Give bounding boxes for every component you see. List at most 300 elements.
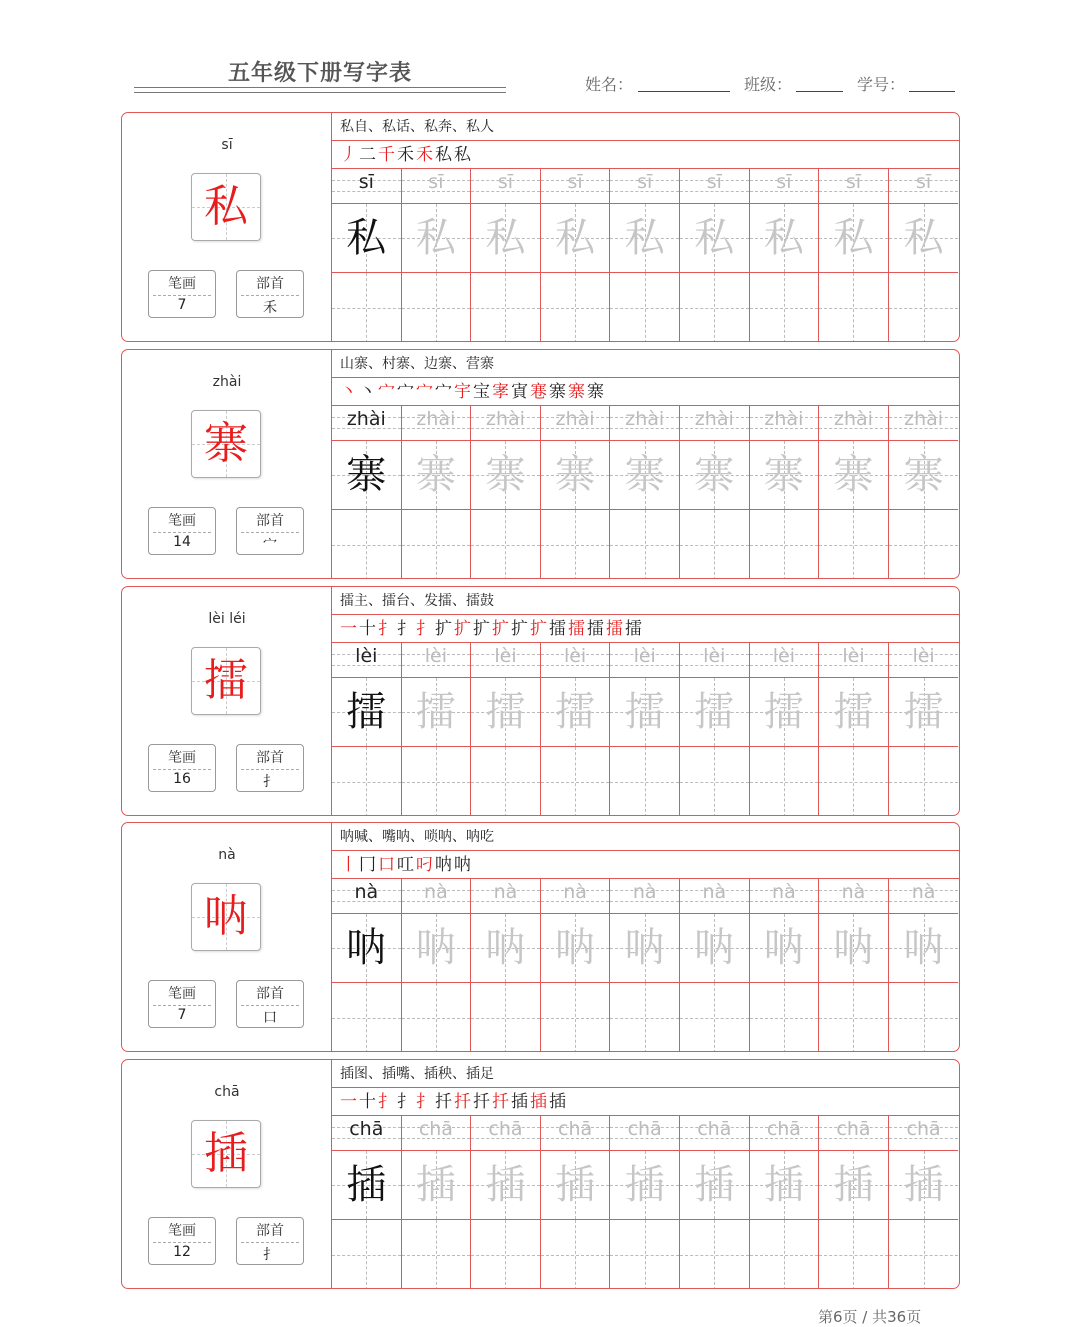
blank-practice-cell[interactable]: [402, 983, 472, 1052]
char-display-box: [191, 883, 261, 951]
pinyin-trace: lèi: [355, 645, 378, 667]
radical-value: 扌: [263, 1247, 277, 1263]
pinyin-trace: sī: [845, 171, 862, 193]
blank-practice-cell[interactable]: [332, 510, 402, 579]
char-trace: 插: [903, 1162, 944, 1208]
char-practice-cell[interactable]: [750, 914, 820, 983]
pinyin-trace: nà: [493, 881, 518, 903]
pinyin-trace: sī: [428, 171, 444, 193]
main-character: 寨: [204, 418, 248, 469]
blank-practice-cell[interactable]: [680, 983, 750, 1052]
stroke-step: 扌: [397, 619, 416, 639]
stroke-step: 扦: [435, 1092, 454, 1112]
blank-practice-cell[interactable]: [680, 747, 750, 816]
stroke-step: 扌: [378, 1092, 397, 1112]
char-practice-cell[interactable]: [889, 204, 959, 273]
stroke-step: 冂: [359, 855, 378, 875]
char-practice-cell[interactable]: [610, 441, 680, 510]
pinyin-trace: lèi: [494, 645, 517, 667]
char-practice-cell[interactable]: [750, 441, 820, 510]
pinyin-trace: sī: [637, 171, 653, 193]
char-practice-cell[interactable]: [471, 678, 541, 747]
blank-practice-cell[interactable]: [889, 747, 959, 816]
char-practice-cell[interactable]: [332, 1151, 402, 1220]
char-practice-cell[interactable]: [402, 204, 472, 273]
number-field[interactable]: [909, 91, 955, 92]
stroke-step: 扦: [492, 1092, 511, 1112]
page-number: 第6页 / 共36页: [818, 1308, 922, 1326]
pinyin-practice-cell[interactable]: [402, 406, 472, 441]
char-trace: 擂: [624, 689, 665, 735]
pinyin-trace: lèi: [912, 645, 935, 667]
blank-row: [332, 1220, 959, 1289]
char-trace: 呐: [485, 925, 526, 971]
char-practice-cell[interactable]: [471, 1151, 541, 1220]
char-trace: 插: [555, 1162, 596, 1208]
char-practice-cell[interactable]: [471, 441, 541, 510]
blank-practice-cell[interactable]: [819, 1220, 889, 1289]
stroke-step: 口: [378, 855, 397, 875]
stroke-step: 扩: [454, 619, 473, 639]
pinyin-practice-cell[interactable]: [819, 169, 889, 204]
stroke-step: 扩: [492, 619, 511, 639]
pinyin-trace: zhài: [625, 408, 665, 430]
pinyin-practice-cell[interactable]: [819, 879, 889, 914]
blank-practice-cell[interactable]: [471, 983, 541, 1052]
stroke-count-box: [148, 744, 216, 792]
stroke-order: [332, 141, 959, 169]
class-field[interactable]: [796, 91, 843, 92]
blank-practice-cell[interactable]: [610, 273, 680, 342]
pinyin-practice-cell[interactable]: [471, 1116, 541, 1151]
radical-label: 部首: [256, 1223, 284, 1239]
blank-practice-cell[interactable]: [750, 747, 820, 816]
main-character: 私: [204, 181, 248, 232]
stroke-step: 寨: [587, 382, 606, 402]
pinyin-practice-cell[interactable]: [610, 1116, 680, 1151]
char-practice-cell[interactable]: [819, 204, 889, 273]
char-practice-cell[interactable]: [680, 678, 750, 747]
blank-practice-cell[interactable]: [610, 1220, 680, 1289]
stroke-step: 千: [378, 145, 397, 165]
char-info-panel: [122, 1060, 332, 1288]
example-words: 呐喊、嘴呐、唢呐、呐吃: [332, 823, 959, 851]
number-label: 学号：: [857, 75, 906, 94]
example-words: 私自、私话、私奔、私人: [332, 113, 959, 141]
pinyin-trace: zhài: [486, 408, 525, 430]
pinyin-practice-cell[interactable]: [610, 169, 680, 204]
pinyin-trace: nà: [772, 881, 796, 903]
char-trace: 插: [346, 1162, 387, 1208]
char-info-panel: [122, 350, 332, 578]
pinyin-trace: zhài: [346, 408, 386, 430]
stroke-count-label: 笔画: [168, 750, 196, 766]
stroke-step: 丶: [359, 382, 378, 402]
char-practice-cell[interactable]: [541, 1151, 611, 1220]
pinyin-trace: nà: [563, 881, 587, 903]
pinyin-trace: chā: [488, 1118, 523, 1140]
stroke-step: 宀: [378, 382, 397, 402]
blank-practice-cell[interactable]: [819, 273, 889, 342]
char-trace: 擂: [833, 689, 874, 735]
char-trace: 私: [694, 215, 735, 261]
blank-practice-cell[interactable]: [332, 1220, 402, 1289]
char-practice-cell[interactable]: [332, 441, 402, 510]
blank-practice-cell[interactable]: [402, 1220, 472, 1289]
blank-practice-cell[interactable]: [471, 273, 541, 342]
character-card: [121, 1059, 960, 1289]
pinyin-practice-cell[interactable]: [680, 643, 750, 678]
blank-practice-cell[interactable]: [332, 983, 402, 1052]
blank-practice-cell[interactable]: [471, 747, 541, 816]
char-practice-cell[interactable]: [889, 441, 959, 510]
stroke-step: 宇: [454, 382, 473, 402]
stroke-step: 擂: [606, 619, 625, 639]
pinyin-practice-cell[interactable]: [471, 643, 541, 678]
stroke-count-label: 笔画: [168, 986, 196, 1002]
pinyin-trace: chā: [558, 1118, 593, 1140]
stroke-step: 丿: [340, 145, 359, 165]
blank-practice-cell[interactable]: [541, 1220, 611, 1289]
stroke-step: 扩: [435, 619, 454, 639]
stroke-count-value: 14: [173, 534, 191, 550]
pinyin-practice-cell[interactable]: [332, 879, 402, 914]
blank-row: [332, 983, 959, 1052]
char-trace: 擂: [415, 689, 456, 735]
stroke-step: 宀: [435, 382, 454, 402]
blank-practice-cell[interactable]: [889, 983, 959, 1052]
char-practice-cell[interactable]: [402, 678, 472, 747]
blank-practice-cell[interactable]: [402, 747, 472, 816]
stroke-step: 插: [511, 1092, 530, 1112]
char-practice-cell[interactable]: [610, 204, 680, 273]
pinyin-practice-cell[interactable]: [402, 643, 472, 678]
pinyin-trace: nà: [702, 881, 727, 903]
blank-practice-cell[interactable]: [680, 273, 750, 342]
char-trace: 插: [833, 1162, 874, 1208]
char-practice-cell[interactable]: [750, 204, 820, 273]
char-practice-cell[interactable]: [332, 204, 402, 273]
blank-practice-cell[interactable]: [889, 273, 959, 342]
pinyin-row: [332, 169, 959, 204]
char-trace: 寨: [903, 452, 944, 498]
char-display-box: [191, 410, 261, 478]
name-field[interactable]: [638, 91, 730, 92]
char-practice-cell[interactable]: [750, 1151, 820, 1220]
pinyin-trace: chā: [349, 1118, 384, 1140]
pinyin-label: sī: [221, 137, 233, 153]
char-practice-cell[interactable]: [610, 678, 680, 747]
pinyin-practice-cell[interactable]: [610, 879, 680, 914]
stroke-step: 插: [530, 1092, 549, 1112]
blank-practice-cell[interactable]: [819, 983, 889, 1052]
blank-row: [332, 510, 959, 579]
char-trace: 擂: [485, 689, 526, 735]
pinyin-practice-cell[interactable]: [889, 406, 959, 441]
stroke-count-value: 7: [177, 1007, 187, 1023]
char-trace: 插: [415, 1162, 456, 1208]
pinyin-practice-cell[interactable]: [680, 879, 750, 914]
char-info-panel: [122, 587, 332, 815]
char-practice-cell[interactable]: [819, 914, 889, 983]
worksheet-title: 五年级下册写字表: [227, 61, 412, 86]
pinyin-practice-cell[interactable]: [680, 1116, 750, 1151]
pinyin-practice-cell[interactable]: [541, 879, 611, 914]
char-practice-cell[interactable]: [402, 441, 472, 510]
char-practice-cell[interactable]: [819, 441, 889, 510]
stroke-step: 丶: [340, 382, 359, 402]
stroke-count-box: [148, 980, 216, 1028]
stroke-count-label: 笔画: [168, 1223, 196, 1239]
char-practice-cell[interactable]: [680, 914, 750, 983]
pinyin-trace: nà: [354, 881, 379, 903]
char-practice-cell[interactable]: [402, 914, 472, 983]
radical-label: 部首: [256, 513, 284, 529]
char-practice-cell[interactable]: [680, 1151, 750, 1220]
char-trace: 插: [485, 1162, 526, 1208]
char-trace: 私: [555, 215, 596, 261]
pinyin-practice-cell[interactable]: [750, 1116, 820, 1151]
radical-value: 宀: [263, 537, 277, 553]
stroke-step: 一: [340, 619, 359, 639]
stroke-step: 宝: [473, 382, 492, 402]
pinyin-practice-cell[interactable]: [889, 1116, 959, 1151]
blank-practice-cell[interactable]: [332, 747, 402, 816]
stroke-step: 扌: [378, 619, 397, 639]
stroke-step: 扌: [397, 1092, 416, 1112]
char-trace: 呐: [624, 925, 665, 971]
blank-practice-cell[interactable]: [541, 510, 611, 579]
blank-practice-cell[interactable]: [471, 510, 541, 579]
character-card: [121, 112, 960, 342]
radical-box: [236, 507, 304, 555]
character-card: [121, 586, 960, 816]
stroke-count-value: 16: [173, 771, 191, 787]
stroke-step: 私: [454, 145, 473, 165]
pinyin-practice-cell[interactable]: [332, 406, 402, 441]
char-practice-cell[interactable]: [680, 204, 750, 273]
pinyin-practice-cell[interactable]: [332, 643, 402, 678]
blank-practice-cell[interactable]: [541, 273, 611, 342]
pinyin-practice-cell[interactable]: [332, 169, 402, 204]
pinyin-practice-cell[interactable]: [819, 406, 889, 441]
stroke-count-label: 笔画: [168, 276, 196, 292]
pinyin-practice-cell[interactable]: [889, 879, 959, 914]
stroke-order: [332, 1088, 959, 1116]
stroke-count-value: 7: [177, 297, 187, 313]
char-info-panel: [122, 113, 332, 341]
pinyin-practice-cell[interactable]: [402, 1116, 472, 1151]
pinyin-practice-cell[interactable]: [750, 406, 820, 441]
char-trace: 私: [346, 215, 387, 261]
blank-practice-cell[interactable]: [680, 510, 750, 579]
pinyin-practice-cell[interactable]: [819, 1116, 889, 1151]
character-card: [121, 822, 960, 1052]
blank-practice-cell[interactable]: [750, 1220, 820, 1289]
char-trace: 私: [624, 215, 665, 261]
pinyin-practice-cell[interactable]: [541, 1116, 611, 1151]
pinyin-row: [332, 879, 959, 914]
name-label: 姓名：: [585, 75, 634, 94]
char-trace: 寨: [485, 452, 526, 498]
pinyin-trace: zhài: [694, 408, 734, 430]
practice-area: [332, 1060, 959, 1288]
practice-grid: [332, 1116, 959, 1289]
pinyin-practice-cell[interactable]: [332, 1116, 402, 1151]
char-practice-cell[interactable]: [541, 441, 611, 510]
pinyin-practice-cell[interactable]: [750, 879, 820, 914]
pinyin-trace: zhài: [764, 408, 804, 430]
char-practice-cell[interactable]: [819, 678, 889, 747]
char-practice-cell[interactable]: [332, 914, 402, 983]
blank-practice-cell[interactable]: [889, 510, 959, 579]
stroke-count-box: [148, 270, 216, 318]
stroke-step: 二: [359, 145, 378, 165]
pinyin-trace: lèi: [772, 645, 796, 667]
blank-practice-cell[interactable]: [610, 983, 680, 1052]
blank-practice-cell[interactable]: [680, 1220, 750, 1289]
stroke-step: 寨: [568, 382, 587, 402]
char-practice-cell[interactable]: [680, 441, 750, 510]
pinyin-trace: nà: [632, 881, 657, 903]
char-practice-cell[interactable]: [750, 678, 820, 747]
char-practice-cell[interactable]: [471, 204, 541, 273]
example-words: 擂主、擂台、发擂、擂鼓: [332, 587, 959, 615]
pinyin-trace: nà: [841, 881, 866, 903]
blank-practice-cell[interactable]: [471, 1220, 541, 1289]
example-words: 插图、插嘴、插秧、插足: [332, 1060, 959, 1088]
char-trace: 呐: [694, 925, 735, 971]
char-practice-cell[interactable]: [610, 1151, 680, 1220]
char-trace: 私: [415, 215, 456, 261]
char-trace: 寨: [694, 452, 735, 498]
pinyin-trace: sī: [916, 171, 932, 193]
pinyin-trace: lèi: [633, 645, 656, 667]
pinyin-label: nà: [218, 847, 236, 863]
radical-value: 扌: [263, 774, 277, 790]
stroke-step: 宀: [397, 382, 416, 402]
char-trace: 擂: [903, 689, 944, 735]
stroke-step: 禾: [416, 145, 435, 165]
char-trace: 寨: [833, 452, 874, 498]
pinyin-trace: nà: [911, 881, 936, 903]
practice-grid: [332, 879, 959, 1052]
radical-label: 部首: [256, 276, 284, 292]
char-practice-cell[interactable]: [541, 678, 611, 747]
pinyin-trace: chā: [766, 1118, 801, 1140]
char-trace: 插: [763, 1162, 804, 1208]
blank-practice-cell[interactable]: [610, 510, 680, 579]
pinyin-practice-cell[interactable]: [610, 406, 680, 441]
stroke-step: 一: [340, 1092, 359, 1112]
pinyin-practice-cell[interactable]: [680, 406, 750, 441]
char-trace: 擂: [555, 689, 596, 735]
char-trace: 擂: [694, 689, 735, 735]
blank-practice-cell[interactable]: [402, 510, 472, 579]
char-practice-cell[interactable]: [889, 914, 959, 983]
blank-practice-cell[interactable]: [541, 747, 611, 816]
char-display-box: [191, 647, 261, 715]
stroke-step: 擂: [549, 619, 568, 639]
pinyin-practice-cell[interactable]: [541, 406, 611, 441]
character-row: [332, 914, 959, 983]
char-trace: 寨: [763, 452, 804, 498]
char-practice-cell[interactable]: [471, 914, 541, 983]
char-practice-cell[interactable]: [819, 1151, 889, 1220]
stroke-order: [332, 851, 959, 879]
radical-value: 禾: [263, 300, 277, 316]
main-character: 擂: [204, 655, 248, 706]
blank-practice-cell[interactable]: [819, 510, 889, 579]
radical-box: [236, 980, 304, 1028]
pinyin-trace: sī: [497, 171, 514, 193]
pinyin-trace: zhài: [416, 408, 456, 430]
char-practice-cell[interactable]: [332, 678, 402, 747]
blank-practice-cell[interactable]: [889, 1220, 959, 1289]
blank-practice-cell[interactable]: [750, 273, 820, 342]
blank-practice-cell[interactable]: [819, 747, 889, 816]
blank-practice-cell[interactable]: [541, 983, 611, 1052]
pinyin-practice-cell[interactable]: [541, 643, 611, 678]
pinyin-practice-cell[interactable]: [541, 169, 611, 204]
pinyin-practice-cell[interactable]: [402, 169, 472, 204]
char-practice-cell[interactable]: [889, 678, 959, 747]
title-underline: [134, 87, 506, 88]
stroke-step: 扌: [416, 1092, 435, 1112]
blank-row: [332, 747, 959, 816]
blank-practice-cell[interactable]: [402, 273, 472, 342]
main-character: 呐: [204, 891, 248, 942]
char-trace: 私: [903, 215, 944, 261]
pinyin-practice-cell[interactable]: [889, 169, 959, 204]
pinyin-practice-cell[interactable]: [471, 879, 541, 914]
stroke-step: 插: [549, 1092, 568, 1112]
char-practice-cell[interactable]: [889, 1151, 959, 1220]
pinyin-trace: zhài: [555, 408, 595, 430]
pinyin-practice-cell[interactable]: [402, 879, 472, 914]
practice-area: [332, 350, 959, 578]
stroke-step: 十: [359, 1092, 378, 1112]
blank-practice-cell[interactable]: [332, 273, 402, 342]
stroke-step: 十: [359, 619, 378, 639]
char-practice-cell[interactable]: [541, 204, 611, 273]
pinyin-practice-cell[interactable]: [680, 169, 750, 204]
stroke-step: 私: [435, 145, 454, 165]
stroke-step: 擂: [587, 619, 606, 639]
radical-label: 部首: [256, 750, 284, 766]
pinyin-trace: lèi: [563, 645, 587, 667]
char-trace: 呐: [415, 925, 456, 971]
pinyin-practice-cell[interactable]: [819, 643, 889, 678]
pinyin-trace: chā: [906, 1118, 941, 1140]
radical-box: [236, 270, 304, 318]
blank-practice-cell[interactable]: [750, 983, 820, 1052]
char-practice-cell[interactable]: [402, 1151, 472, 1220]
pinyin-trace: lèi: [424, 645, 448, 667]
pinyin-practice-cell[interactable]: [750, 169, 820, 204]
page-header: [0, 0, 1080, 110]
pinyin-trace: nà: [424, 881, 448, 903]
pinyin-practice-cell[interactable]: [471, 406, 541, 441]
char-practice-cell[interactable]: [541, 914, 611, 983]
blank-practice-cell[interactable]: [750, 510, 820, 579]
pinyin-practice-cell[interactable]: [610, 643, 680, 678]
pinyin-practice-cell[interactable]: [889, 643, 959, 678]
char-practice-cell[interactable]: [610, 914, 680, 983]
pinyin-practice-cell[interactable]: [750, 643, 820, 678]
pinyin-practice-cell[interactable]: [471, 169, 541, 204]
blank-practice-cell[interactable]: [610, 747, 680, 816]
